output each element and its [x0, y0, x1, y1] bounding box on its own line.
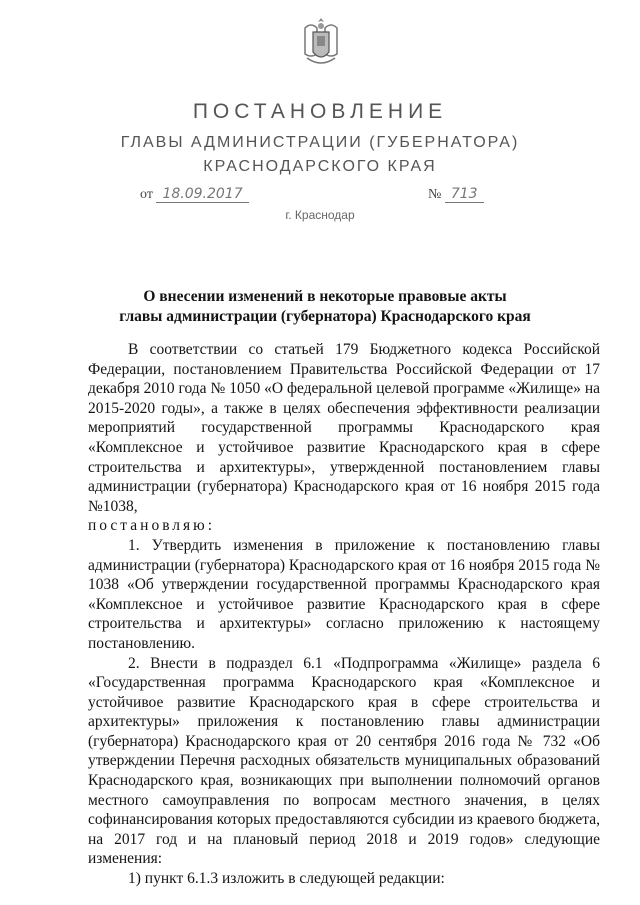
date-prefix: от [140, 187, 153, 202]
region-heading: КРАСНОДАРСКОГО КРАЯ [203, 158, 437, 175]
item-2-paragraph: 2. Внести в подраздел 6.1 «Подпрограмма «Жилище» раздела 6 «Государственная программа Краснодарского края «Комплексное и устойчивое развитие Краснодарского края в сфере строительства и архитектуры» приложения к постановлению главы администрации (губернатора) Краснодарского края от 20 сентября 2016 года № 732 «Об утверждении Перечня расходных обязательств муниципальных образований Краснодарского края, возникающих при выполнении полномочий органов местного самоуправления по вопросам местного значения, в целях софинансирования которых предоставляются субсидии из краевого бюджета, на 2017 год и на плановый период 2018 и 2019 годов» следующие изменения: [88, 654, 600, 868]
number-row [428, 186, 484, 203]
document-date: 18.09.2017 [156, 186, 248, 203]
authority-heading: ГЛАВЫ АДМИНИСТРАЦИИ (ГУБЕРНАТОРА) [120, 134, 520, 151]
date-row [140, 186, 249, 203]
document-body [88, 340, 600, 889]
title-line-2: главы администрации (губернатора) Краснодарского края [119, 308, 531, 325]
decree-word: постановляю: [88, 517, 216, 535]
city-label: г. Краснодар [285, 208, 355, 222]
preamble-paragraph: В соответствии со статьей 179 Бюджетного кодекса Российской Федерации, постановлением Правительства Российской Федерации от 17 декабря 2010 года № 1050 «О федеральной целевой программе «Жилище» на 2015-2020 годы», а также в целях обеспечения эффективности реализации мероприятий государственной программы Краснодарского края «Комплексное и устойчивое развитие Краснодарского края в сфере строительства и архитектуры», утвержденной постановлением главы администрации (губернатора) Краснодарского края от 16 ноября 2015 года №1038, [88, 341, 600, 515]
document-type-heading: ПОСТАНОВЛЕНИЕ [192, 100, 448, 123]
number-prefix: № [428, 187, 442, 202]
item-1-paragraph: 1. Утвердить изменения в приложение к постановлению главы администрации (губернатора) Краснодарского края от 16 ноября 2015 года № 1038 «Об утверждении государственной программы Краснодарского края «Комплексное и устойчивое развитие Краснодарского края в сфере строительства и архитектуры» согласно приложению к настоящему постановлению. [88, 536, 600, 652]
coat-of-arms-icon [297, 14, 345, 70]
document-number: 713 [445, 186, 484, 203]
subitem-1-paragraph: 1) пункт 6.1.3 изложить в следующей редакции: [128, 870, 445, 888]
title-line-1: О внесении изменений в некоторые правовые акты [143, 288, 507, 305]
document-title [90, 287, 560, 327]
